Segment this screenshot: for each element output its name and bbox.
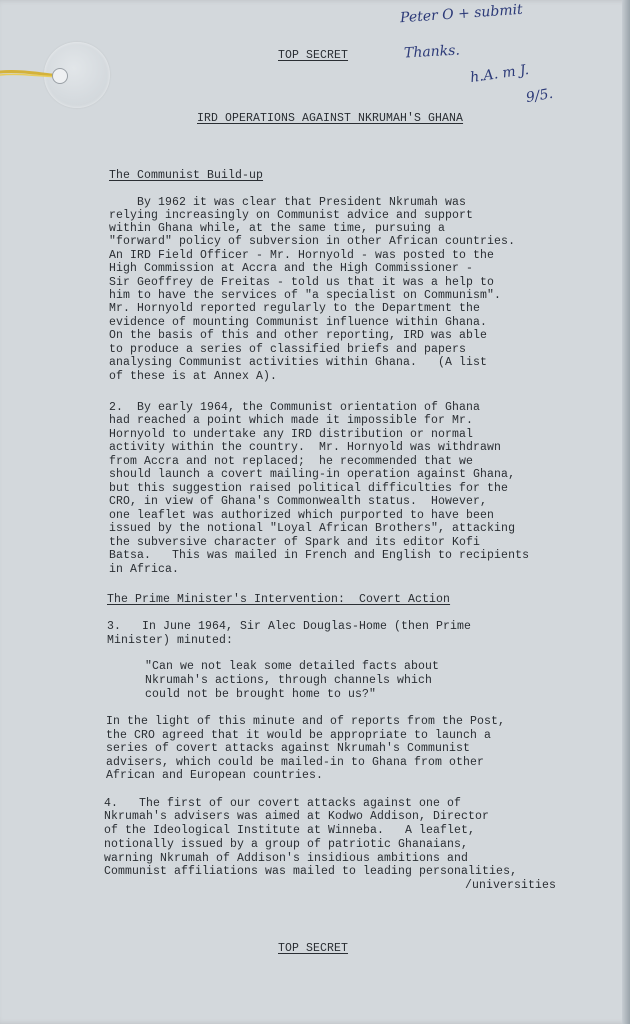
text-line: On the basis of this and other reporting, IRD was able [109,329,488,342]
text-line: of these is at Annex A). [109,370,278,383]
text-line: Mr. Hornyold reported regularly to the Department the [109,302,481,315]
text-line: African and European countries. [106,769,324,782]
text-line: analysing Communist activities within Ghana. (A list [109,356,488,369]
text-line: High Commission at Accra and the High Commissioner - [109,262,474,275]
text-line: the CRO agreed that it would be appropriate to launch a [106,729,492,742]
text-line: Nkrumah's advisers was aimed at Kodwo Addison, Director [104,810,490,823]
catchword: /universities [465,879,557,892]
text-line: "forward" policy of subversion in other African countries. [109,235,516,248]
text-line: should launch a covert mailing-in operation against Ghana, [109,468,516,481]
text-line: within Ghana while, at the same time, pursuing a [109,222,446,235]
text-line: series of covert attacks against Nkrumah's Communist [106,742,471,755]
text-line: the subversive character of Spark and its editor Kofi [109,536,481,549]
text-line: warning Nkrumah of Addison's insidious ambitions and [104,852,469,865]
text-line: him to have the services of "a specialist on Communism". [109,289,502,302]
text-line: notionally issued by a group of patriotic Ghanaians, [104,838,469,851]
text-line: relying increasingly on Communist advice and support [109,209,474,222]
text-line: 3. In June 1964, Sir Alec Douglas-Home (then Prime [107,620,472,633]
text-line: one leaflet was authorized which purported to have been [109,509,495,522]
quote-line: Nkrumah's actions, through channels which [145,674,433,687]
document-title: IRD OPERATIONS AGAINST NKRUMAH'S GHANA [197,112,464,125]
text-line: 2. By early 1964, the Communist orientation of Ghana [109,401,481,414]
handwritten-line-1: Peter O + submit [399,1,524,27]
handwritten-line-3: h.A. m J. [469,61,531,87]
text-line: CRO, in view of Ghana's Commonwealth status. However, [109,495,488,508]
text-line: Batsa. This was mailed in French and English to recipients [109,549,530,562]
text-line: activity within the country. Mr. Hornyold was withdrawn [109,441,502,454]
text-line: Communist affiliations was mailed to leading personalities, [104,865,518,878]
text-line: but this suggestion raised political difficulties for the [109,482,509,495]
classification-bottom: TOP SECRET [278,942,349,955]
punch-hole [52,68,68,84]
handwritten-line-2: Thanks. [403,42,461,62]
text-line: to produce a series of classified briefs and papers [109,343,467,356]
text-line: By 1962 it was clear that President Nkrumah was [109,196,467,209]
page-edge-shadow [622,0,630,1024]
handwritten-line-4: 9/5. [524,85,555,107]
text-line: evidence of mounting Communist influence within Ghana. [109,316,488,329]
text-line: in Africa. [109,563,180,576]
text-line: An IRD Field Officer - Mr. Hornyold - was posted to the [109,249,495,262]
section-heading-communist-buildup: The Communist Build-up [109,169,264,182]
text-line: advisers, which could be mailed-in to Ghana from other [106,756,485,769]
text-line: from Accra and not replaced; he recommended that we [109,455,474,468]
text-line: of the Ideological Institute at Winneba. A leaflet, [104,824,476,837]
text-line: had reached a point which made it impossible for Mr. [109,414,474,427]
quote-line: "Can we not leak some detailed facts about [145,660,440,673]
text-line: 4. The first of our covert attacks against one of [104,797,462,810]
text-line: Minister) minuted: [107,634,234,647]
text-line: Sir Geoffrey de Freitas - told us that it was a help to [109,276,495,289]
text-line: Hornyold to undertake any IRD distribution or normal [109,428,474,441]
text-line: In the light of this minute and of reports from the Post, [106,715,506,728]
quote-line: could not be brought home to us?" [145,688,377,701]
text-line: issued by the notional "Loyal African Brothers", attacking [109,522,516,535]
section-heading-pm-intervention: The Prime Minister's Intervention: Covert Action [107,593,451,606]
classification-top: TOP SECRET [278,49,349,62]
